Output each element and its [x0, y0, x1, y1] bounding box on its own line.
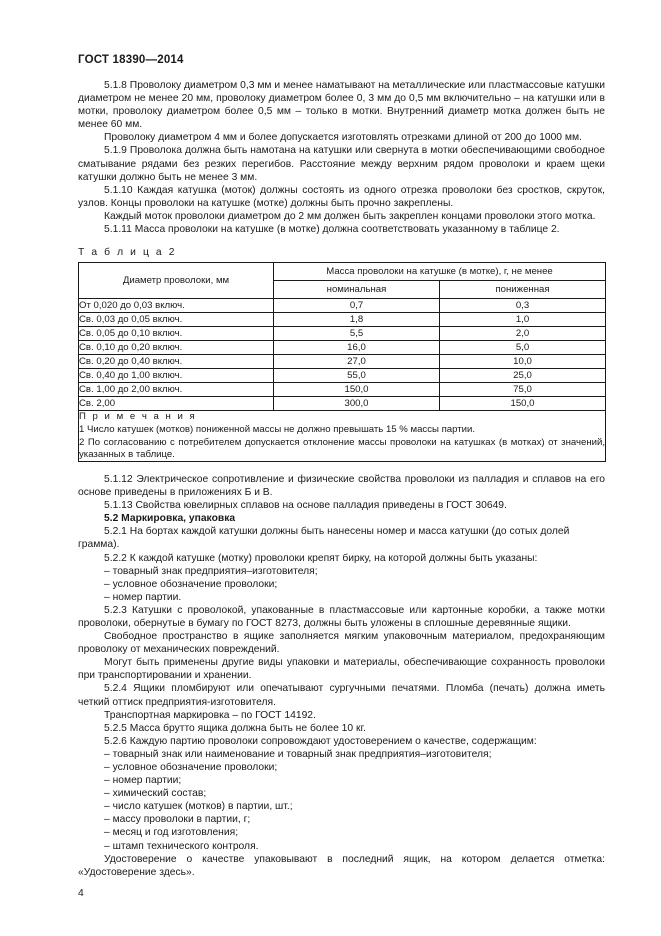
section-5-1-8 — [78, 79, 605, 144]
table-notes-row — [79, 411, 606, 462]
notes-title: П р и м е ч а н и я — [79, 411, 197, 423]
section-5-1-12 — [78, 473, 605, 512]
list-5-2-2 — [78, 565, 605, 604]
paragraph-5-2-2: 5.2.2 К каждой катушке (мотку) проволоки крепят бирку, на которой должны быть указаны: — [104, 552, 538, 564]
table-row — [79, 369, 606, 383]
paragraph-5-1-10: 5.1.10 Каждая катушка (моток) должны состоять из одного отрезка проволоки без сростков, скруток, узлов. Концы проволоки на катушке (мотке) должны быть прочно закреплены. — [78, 184, 605, 209]
header-diameter: Диаметр проволоки, мм — [79, 263, 274, 299]
section-5-2-3 — [78, 604, 605, 683]
cell-reduced: 0,3 — [440, 299, 606, 313]
cell-reduced: 10,0 — [440, 355, 606, 369]
list-item: – массу проволоки в партии, г; — [104, 814, 251, 826]
cell-reduced: 5,0 — [440, 341, 606, 355]
table-body — [79, 299, 606, 462]
page-content — [78, 0, 605, 879]
paragraph-5-1-11: 5.1.11 Масса проволоки на катушке (в мотке) должна соответствовать указанному в таблице 2. — [104, 224, 560, 236]
cell-reduced: 75,0 — [440, 383, 606, 397]
table-2 — [78, 262, 606, 462]
list-item: – условное обозначение проволоки; — [104, 578, 278, 590]
header-mass-group: Масса проволоки на катушке (в мотке), г, не менее — [274, 263, 606, 281]
cell-range: От 0,020 до 0,03 включ. — [79, 299, 274, 313]
paragraph-5-2-6: 5.2.6 Каждую партию проволоки сопровождают удостоверением о качестве, содержащим: — [104, 735, 537, 747]
list-item: – месяц и год изготовления; — [104, 827, 239, 839]
paragraph-5-2-1: 5.2.1 На бортах каждой катушки должны быть нанесены номер и масса катушки (до сотых долей грамма). — [78, 526, 570, 551]
cell-range: Св. 0,05 до 0,10 включ. — [79, 327, 274, 341]
paragraph-5-2-3: 5.2.3 Катушки с проволокой, упакованные в пластмассовые или картонные коробки, а также мотки проволоки, обернутые в бумагу по ГОСТ 8273, должны быть уложены в сплошные деревянные ящики. — [78, 604, 605, 629]
paragraph-5-1-8: 5.1.8 Проволоку диаметром 0,3 мм и менее наматывают на металлические или пластмассовые катушки диаметром не менее 20 мм, проволоку диаметром более 0, 3 мм до 0,5 мм включительно – на катушки или в мотки, проволоку диаметром более 0,5 мм – только в мотки. Внутренний диаметр мотка должен быть не менее 60 мм. — [78, 80, 605, 131]
list-item: – номер партии; — [104, 775, 182, 787]
cell-range: Св. 0,40 до 1,00 включ. — [79, 369, 274, 383]
table-row — [79, 341, 606, 355]
cell-nominal: 16,0 — [274, 341, 440, 355]
cell-range: Св. 0,20 до 0,40 включ. — [79, 355, 274, 369]
cell-range: Св. 0,10 до 0,20 включ. — [79, 341, 274, 355]
document-header: ГОСТ 18390—2014 — [78, 54, 184, 66]
paragraph-5-1-8b: Проволоку диаметром 4 мм и более допускается изготовлять отрезками длиной от 200 до 1000 мм. — [104, 132, 582, 144]
table-row — [79, 383, 606, 397]
list-item: – товарный знак предприятия–изготовителя; — [104, 565, 318, 577]
list-item: – число катушек (мотков) в партии, шт.; — [104, 801, 293, 813]
paragraph-final: Удостоверение о качестве упаковывают в последний ящик, на котором делается отметка: «Удостоверение здесь». — [78, 853, 605, 878]
paragraph-5-2-3b: Свободное пространство в ящике заполняется мягким упаковочным материалом, предохраняющим проволоку от механических повреждений. — [78, 631, 605, 656]
table-header-row-1 — [79, 263, 606, 281]
section-5-2-4 — [78, 682, 605, 721]
page-number: 4 — [78, 888, 84, 899]
paragraph-5-2-5: 5.2.5 Масса брутто ящика должна быть не более 10 кг. — [104, 722, 366, 734]
list-item: – химический состав; — [104, 788, 207, 800]
paragraph-5-1-12: 5.1.12 Электрическое сопротивление и физические свойства проволоки из палладия и сплавов на его основе приведены в приложениях Б и В. — [78, 473, 605, 499]
cell-range: Св. 0,03 до 0,05 включ. — [79, 313, 274, 327]
cell-nominal: 1,8 — [274, 313, 440, 327]
header-nominal: номинальная — [274, 281, 440, 299]
cell-nominal: 55,0 — [274, 369, 440, 383]
list-item: – товарный знак или наименование и товарный знак предприятия–изготовителя; — [104, 748, 492, 760]
cell-reduced: 2,0 — [440, 327, 606, 341]
table-notes — [79, 411, 606, 462]
table-row — [79, 299, 606, 313]
cell-nominal: 27,0 — [274, 355, 440, 369]
table-row — [79, 397, 606, 411]
note-item-2: 2 По согласованию с потребителем допускается отклонение массы проволоки на катушках (в мотках) от значений, указанных в таблице. — [79, 436, 606, 460]
cell-nominal: 300,0 — [274, 397, 440, 411]
paragraph-5-1-9: 5.1.9 Проволока должна быть намотана на катушки или свернута в мотки обеспечивающими свободное сматывание рядами без резких перегибов. Расстояние между верхним рядом проволоки и краем щеки катушки должно быть не менее 3 мм. — [78, 145, 605, 183]
cell-range: Св. 2,00 — [79, 397, 274, 411]
cell-nominal: 5,5 — [274, 327, 440, 341]
table-head — [79, 263, 606, 299]
paragraph-5-1-13: 5.1.13 Свойства ювелирных сплавов на основе палладия приведены в ГОСТ 30649. — [104, 500, 507, 512]
list-item: – условное обозначение проволоки; — [104, 762, 278, 773]
section-5-1-11 — [78, 223, 605, 236]
section-5-1-10 — [78, 184, 605, 223]
paragraph-5-1-10b: Каждый моток проволоки диаметром до 2 мм должен быть закреплен концами проволоки этого мотка. — [104, 210, 596, 222]
section-5-1-9 — [78, 144, 605, 183]
cell-range: Св. 1,00 до 2,00 включ. — [79, 383, 274, 397]
header-reduced: пониженная — [440, 281, 606, 299]
list-5-2-6 — [78, 748, 605, 853]
table-row — [79, 355, 606, 369]
cell-reduced: 1,0 — [440, 313, 606, 327]
cell-nominal: 150,0 — [274, 383, 440, 397]
heading-5-2: 5.2 Маркировка, упаковка — [104, 513, 236, 525]
cell-reduced: 150,0 — [440, 397, 606, 411]
list-item: – штамп технического контроля. — [104, 840, 259, 852]
table-caption: Т а б л и ц а 2 — [78, 247, 177, 259]
list-item: – номер партии. — [104, 591, 182, 603]
paragraph-5-2-3c: Могут быть применены другие виды упаковки и материалы, обеспечивающие сохранность проволоки при транспортировании и хранении. — [78, 657, 605, 682]
cell-reduced: 25,0 — [440, 369, 606, 383]
table-row — [79, 313, 606, 327]
note-item-1: 1 Число катушек (мотков) пониженной массы не должно превышать 15 % массы партии. — [79, 424, 475, 436]
paragraph-5-2-4b: Транспортная маркировка – по ГОСТ 14192. — [104, 709, 316, 721]
cell-nominal: 0,7 — [274, 299, 440, 313]
paragraph-5-2-4: 5.2.4 Ящики пломбируют или опечатывают сургучными печатями. Пломба (печать) должна иметь четкий оттиск предприятия-изготовителя. — [78, 683, 605, 708]
table-row — [79, 327, 606, 341]
